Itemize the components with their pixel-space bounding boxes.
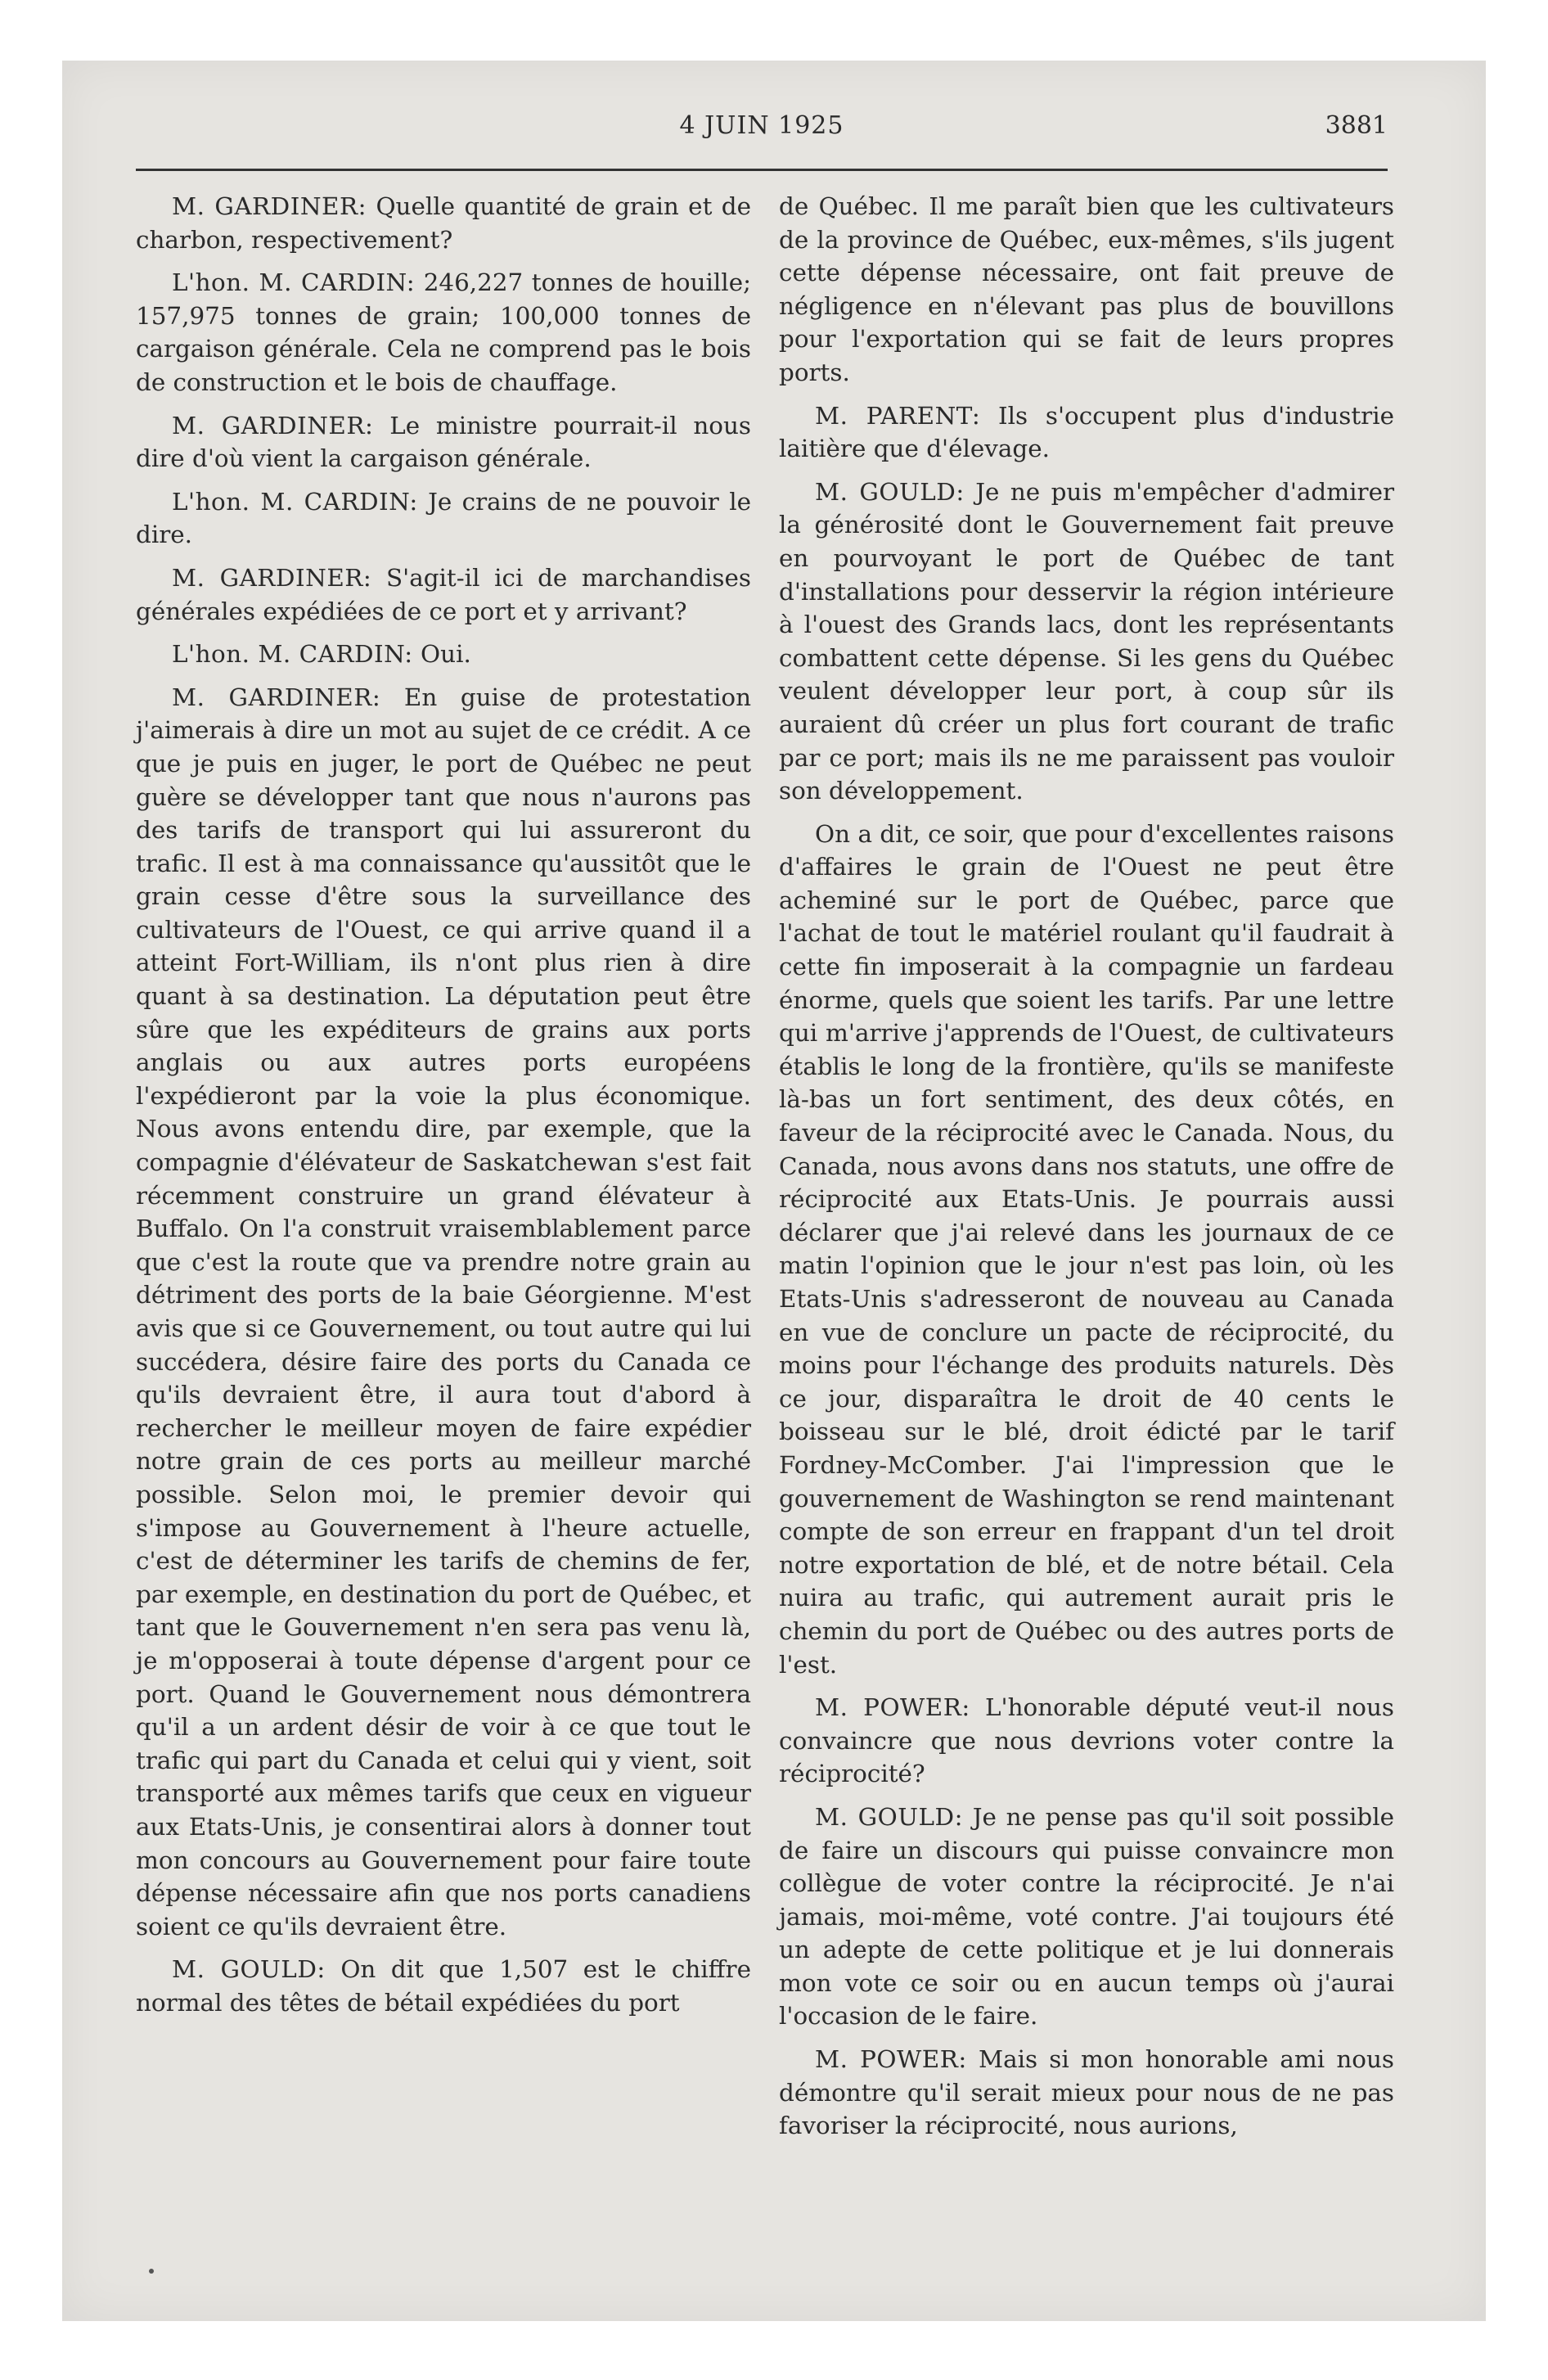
paragraph-text: de Québec. Il me paraît bien que les cultivateurs de la province de Québec, eux-mêmes, s'ils jugent cette dépense nécessaire, ont fait preuve de négligence en n'élevant pas plus de bouvillons pour l'exportation qui se fait de leurs propres ports. (779, 192, 1394, 386)
speaker-name: L'hon. M. CARDIN: (172, 487, 418, 516)
paragraph (136, 1953, 751, 2019)
header-date: 4 JUIN 1925 (679, 111, 844, 140)
scan-speck (149, 2269, 154, 2274)
speaker-name: M. GARDINER: (172, 411, 374, 439)
paragraph (779, 1691, 1394, 1791)
paragraph-text: On a dit, ce soir, que pour d'excellentes raisons d'affaires le grain de l'Ouest ne peut être acheminé sur le port de Québec, parce que l'achat de tout le matériel roulant qu'il faudrait à cette fin imposerait à la compagnie un fardeau énorme, quels que soient les tarifs. Par une lettre qui m'arrive j'apprends de l'Ouest, de cultivateurs établis le long de la frontière, qu'ils se manifeste là-bas un fort sentiment, des deux côtés, en faveur de la réciprocité avec le Canada. Nous, du Canada, nous avons dans nos statuts, une offre de réciprocité aux Etats-Unis. Je pourrais aussi déclarer que j'ai relevé dans les journaux de ce matin l'opinion que le jour n'est pas loin, où les Etats-Unis s'adresseront de nouveau au Canada en vue de conclure un pacte de réciprocité, du moins pour l'échange des produits naturels. Dès ce jour, disparaîtra le droit de 40 cents le boisseau sur le blé, droit édicté par le tarif Fordney-McComber. J'ai l'impression que le gouvernement de Washington se rend maintenant compte de son erreur en frappant d'un tel droit notre exportation de blé, et de notre bétail. Cela nuira au trafic, qui autrement aurait pris le chemin du port de Québec ou des autres ports de l'est. (779, 819, 1394, 1679)
paragraph (136, 190, 751, 256)
paragraph-text: Je ne pense pas qu'il soit possible de faire un discours qui puisse convaincre mon collègue de voter contre la réciprocité. Je n'ai jamais, moi-même, voté contre. J'ai toujours été un adepte de cette politique et je lui donnerais mon vote ce soir ou en aucun temps où j'aurai l'occasion de le faire. (779, 1802, 1394, 2031)
speaker-name: M. GOULD: (815, 477, 965, 506)
paragraph-text: L'honorable député veut-il nous convaincre que nous devrions voter contre la réciprocité? (779, 1693, 1394, 1788)
speaker-name: M. GARDINER: (172, 683, 381, 711)
paragraph-text: Oui. (421, 640, 471, 669)
paragraph-text: Ils s'occupent plus d'industrie laitière que d'élevage. (779, 401, 1394, 463)
paragraph (779, 1801, 1394, 2033)
paragraph (136, 681, 751, 1944)
paragraph-text: En guise de protestation j'aimerais à dire un mot au sujet de ce crédit. A ce que je puis en juger, le port de Québec ne peut guère se développer tant que nous n'aurons pas des tarifs de transport qui lui assureront du trafic. Il est à ma connaissance qu'aussitôt que le grain cesse d'être sous la surveillance des cultivateurs de l'Ouest, ce qui arrive quand il a atteint Fort-William, ils n'ont plus rien à dire quant à sa destination. La députation peut être sûre que les expéditeurs de grains aux ports anglais ou aux autres ports européens l'expédieront par la voie la plus économique. Nous avons entendu dire, par exemple, que la compagnie d'élévateur de Saskatchewan s'est fait récemment construire un grand élévateur à Buffalo. On l'a construit vraisemblablement parce que c'est la route que va prendre notre grain au détriment des ports de la baie Géorgienne. M'est avis que si ce Gouvernement, ou tout autre qui lui succédera, désire faire des ports du Canada ce qu'ils devraient être, il aura tout d'abord à rechercher le meilleur moyen de faire expédier notre grain de ces ports au meilleur marché possible. Selon moi, le premier devoir qui s'impose au Gouvernement à l'heure actuelle, c'est de déterminer les tarifs de chemins de fer, par exemple, en destination du port de Québec, et tant que le Gouvernement n'en sera pas venu là, je m'opposerai à toute dépense d'argent pour ce port. Quand le Gouvernement nous démontrera qu'il a un ardent désir de voir à ce que tout le trafic qui part du Canada et celui qui y vient, soit transporté aux mêmes tarifs que ceux en vigueur aux Etats-Unis, je consentirai alors à donner tout mon concours au Gouvernement pour faire toute dépense nécessaire afin que nos ports canadiens soient ce qu'ils devraient être. (136, 683, 751, 1941)
paragraph-text: Mais si mon honorable ami nous démontre qu'il serait mieux pour nous de ne pas favoriser la réciprocité, nous aurions, (779, 2045, 1395, 2140)
paragraph-text: S'agit-il ici de marchandises générales expédiées de ce port et y arrivant? (136, 563, 751, 625)
speaker-name: M. GARDINER: (172, 192, 367, 220)
paragraph (136, 638, 751, 671)
paragraph (136, 561, 751, 628)
speaker-name: M. PARENT: (815, 401, 981, 430)
speaker-name: L'hon. M. CARDIN: (172, 640, 413, 669)
left-column (136, 190, 751, 2029)
speaker-name: L'hon. M. CARDIN: (172, 268, 416, 297)
paragraph (136, 485, 751, 552)
paragraph (136, 409, 751, 476)
speaker-name: M. GOULD: (815, 1802, 963, 1831)
paragraph (779, 476, 1394, 808)
paragraph-text: On dit que 1,507 est le chiffre normal des têtes de bétail expédiées du port (136, 1955, 752, 2017)
paragraph-text: Je crains de ne pouvoir le dire. (136, 487, 752, 549)
right-column (779, 190, 1394, 2152)
page-number: 3881 (1325, 111, 1388, 140)
paragraph-text: Le ministre pourrait-il nous dire d'où vient la cargaison générale. (136, 411, 751, 473)
paragraph-text: Quelle quantité de grain et de charbon, respectivement? (136, 192, 751, 254)
paragraph (779, 190, 1394, 390)
paragraph (779, 2043, 1394, 2143)
paragraph-text: Je ne puis m'empêcher d'admirer la générosité dont le Gouvernement fait preuve en pourvoyant le port de Québec de tant d'installations pour desservir la région intérieure à l'ouest des Grands lacs, dont les représentants combattent cette dépense. Si les gens du Québec veulent développer leur port, à coup sûr ils auraient dû créer un plus fort courant de trafic par ce port; mais ils ne me paraissent pas vouloir son développement. (779, 477, 1395, 805)
speaker-name: M. GARDINER: (172, 563, 372, 592)
paragraph (779, 399, 1394, 466)
header-divider (136, 169, 1388, 171)
speaker-name: M. POWER: (815, 2045, 967, 2074)
paragraph (779, 818, 1394, 1681)
paragraph-text: 246,227 tonnes de houille; 157,975 tonnes de grain; 100,000 tonnes de cargaison générale. Cela ne comprend pas le bois de construction et le bois de chauffage. (136, 268, 752, 396)
page-header (136, 105, 1388, 154)
paragraph (136, 266, 751, 399)
speaker-name: M. GOULD: (172, 1955, 326, 1984)
speaker-name: M. POWER: (815, 1693, 970, 1722)
